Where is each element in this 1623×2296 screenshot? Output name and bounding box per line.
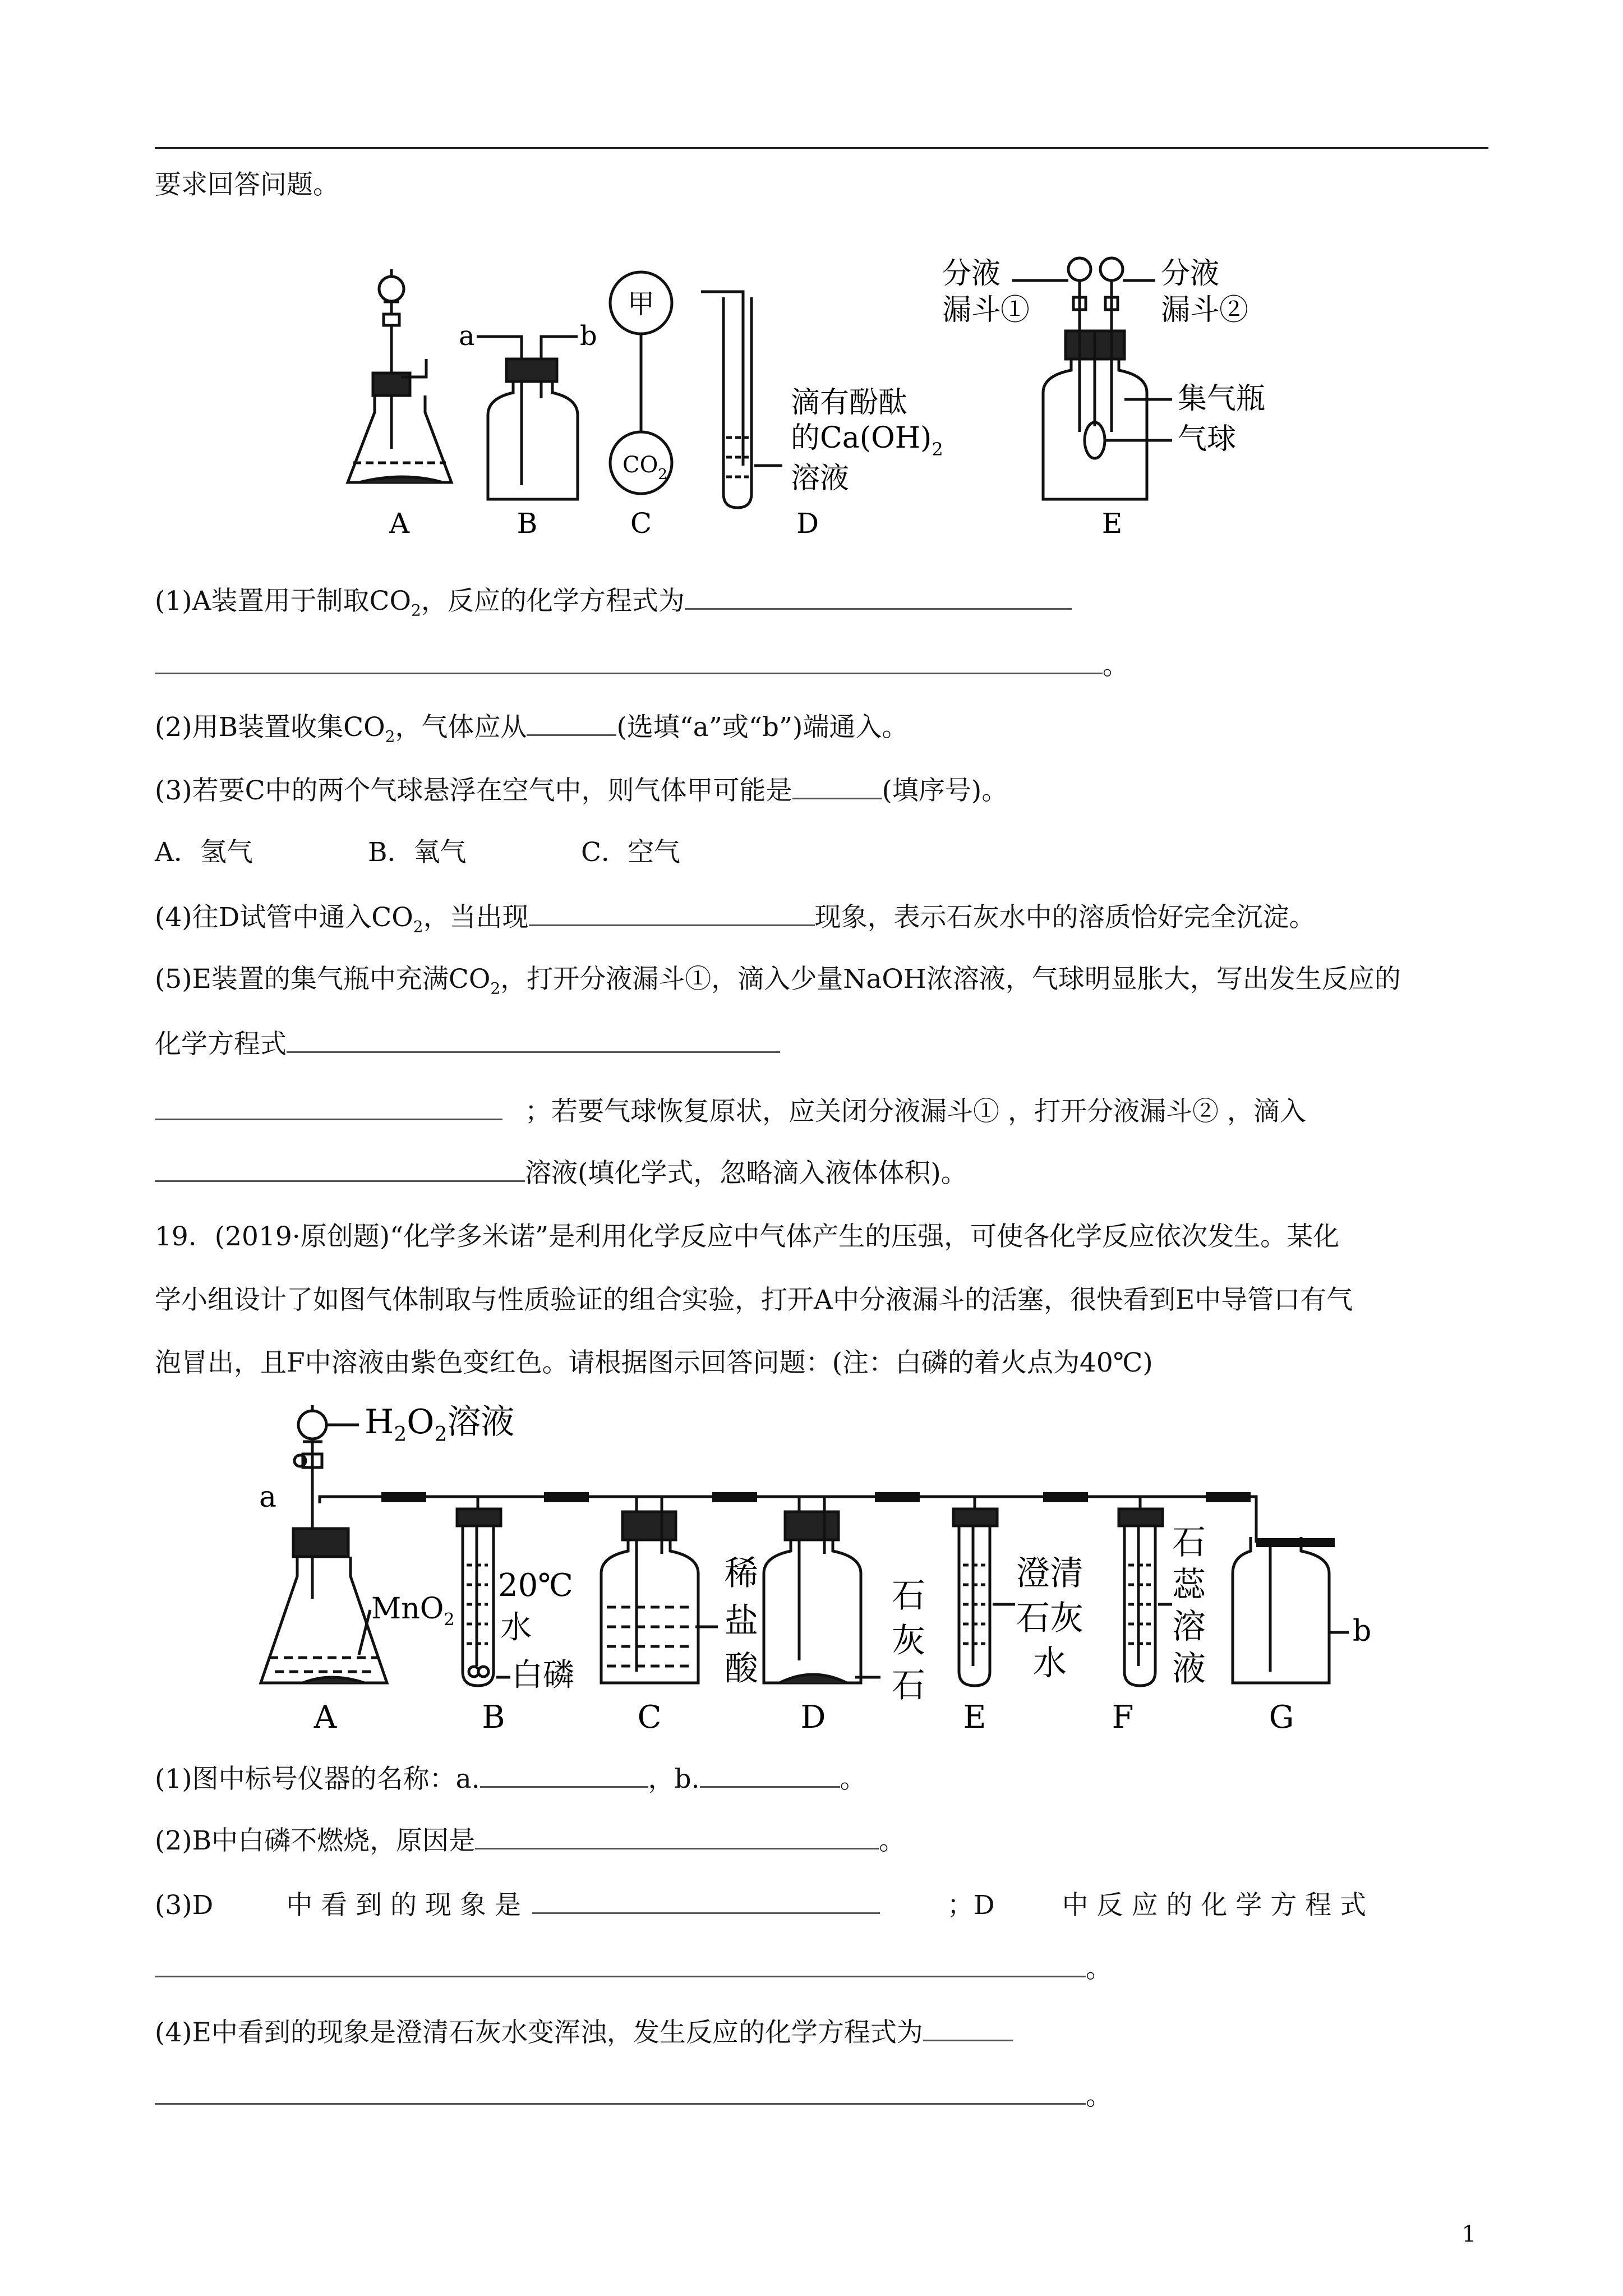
q18-part5: (5)E装置的集气瓶中充满$CO_2$，打开分液漏斗①，滴入少量NaOH浓溶液，气球明显胀大，写出发生反应的 [155,964,1401,998]
option-b: B．氧气 [368,837,467,868]
e-right-label-1: 分液 [1161,257,1220,291]
apparatus-a2 [261,1405,387,1683]
answer-blank[interactable] [155,648,1103,674]
q18-part1: (1)A装置用于制取$CO_2$，反应的化学方程式为 [155,583,1072,627]
b-phosphorus-label: 白磷 [511,1657,574,1694]
answer-blank[interactable] [792,773,882,799]
q19-part3: (3)D 中 看 到 的 现 象 是 ；D 中 反 应 的 化 学 方 程 式 [155,1888,1366,1922]
e-right-label-2: 漏斗② [1161,293,1249,327]
d-stone-1: 石 [892,1576,925,1616]
e-bottle-label: 集气瓶 [1178,382,1266,416]
e-balloon-label: 气球 [1178,422,1237,456]
e-left-label-2: 漏斗① [942,293,1030,327]
answer-blank[interactable] [923,2015,1013,2041]
answer-blank[interactable] [475,1823,879,1849]
page-number: 1 [1461,2221,1476,2247]
q18-part4: (4)往D试管中通入$CO_2$，当出现 现象，表示石灰水中的溶质恰好完全沉淀。 [155,900,1316,944]
apparatus-f2 [1119,1497,1172,1686]
port-a-label: a [459,320,475,352]
balloon-co2-label: $CO_2$ [623,452,667,483]
h2o2-label: $H_2O_2$溶液 [365,1402,515,1446]
option-a: A．氢气 [155,837,253,868]
b-water-label: 水 [500,1609,532,1646]
q19-part4-cont: 。 [155,2078,1112,2113]
f-litmus-1: 石 [1172,1523,1206,1562]
q19-part4: (4)E中看到的现象是澄清石灰水变浑浊，发生反应的化学方程式为 [155,2015,1013,2050]
f-litmus-3: 溶 [1172,1607,1206,1646]
apparatus-e [1012,258,1172,499]
label-b-lower: b [1353,1614,1372,1648]
b-temp-label: 20℃ [498,1567,573,1604]
q18-options [155,836,680,869]
answer-blank[interactable] [685,583,1072,610]
apparatus-e2 [953,1497,1015,1686]
fig1-label-e: E [1101,507,1123,540]
apparatus-c2 [601,1497,718,1683]
answer-blank[interactable] [155,1094,502,1120]
d-note-2: 的$Ca(OH)_2$ [791,421,943,460]
label-a-lower: a [259,1480,277,1514]
answer-blank[interactable] [527,710,616,736]
d-stone-2: 灰 [892,1621,925,1660]
answer-blank[interactable] [480,1761,648,1788]
fig1-label-b: B [517,507,538,540]
q19-part1: (1)图中标号仪器的名称：a. ，b. 。 [155,1761,866,1796]
intro-text: 要求回答问题。 [155,169,339,200]
apparatus-a [348,269,451,482]
c-acid-2: 盐 [725,1602,758,1641]
apparatus-g2 [1233,1537,1349,1683]
q19-line-2: 学小组设计了如图气体制取与性质验证的组合实验，打开A中分液漏斗的活塞，很快看到E中导管口有气 [155,1285,1353,1315]
figure-2-apparatus [0,1391,1623,1750]
e-lime-2: 石灰 [1016,1599,1083,1638]
e-lime-3: 水 [1033,1644,1067,1683]
fig1-label-a: A [389,507,410,540]
answer-blank[interactable] [532,1888,880,1914]
f-litmus-4: 液 [1172,1649,1206,1688]
c-acid-3: 酸 [725,1649,758,1688]
q18-part5-l3: ；若要气球恢复原状，应关闭分液漏斗① ，打开分液漏斗② ，滴入 [155,1094,1306,1129]
apparatus-d2 [764,1497,880,1683]
fig2-label-b: B [482,1699,505,1736]
fig2-label-c: C [637,1699,662,1736]
fig2-label-e: E [963,1699,986,1736]
q18-part2: (2)用B装置收集$CO_2$，气体应从 (选填“a”或“b”)端通入。 [155,710,908,753]
e-lime-1: 澄清 [1016,1554,1083,1593]
fig2-label-d: D [800,1699,826,1736]
answer-blank[interactable] [155,2078,1086,2105]
d-note-3: 溶液 [791,462,850,495]
apparatus-b [477,337,578,499]
c-acid-1: 稀 [725,1554,758,1593]
answer-blank[interactable] [155,1156,525,1182]
fig1-label-d: D [796,507,819,540]
q19-part2: (2)B中白磷不燃烧，原因是 。 [155,1823,905,1858]
q18-part5-l2: 化学方程式 [155,1027,780,1061]
answer-blank[interactable] [529,900,815,926]
f-litmus-2: 蕊 [1172,1565,1206,1604]
fig2-label-a: A [313,1699,337,1736]
fig2-label-g: G [1269,1699,1294,1736]
port-b-label: b [580,320,597,352]
q18-part1-cont: 。 [155,648,1129,683]
fig2-label-f: F [1112,1699,1134,1736]
q19-part3-cont: 。 [155,1951,1112,1986]
answer-blank[interactable] [155,1951,1086,1977]
answer-blank[interactable] [287,1027,780,1053]
mno2-label: MnO$_2$ [371,1592,455,1630]
balloon-jia-label: 甲 [627,288,655,320]
apparatus-d [701,292,782,508]
d-note-1: 滴有酚酞 [791,386,908,420]
q18-part5-l4: 溶液(填化学式，忽略滴入液体体积)。 [155,1156,967,1190]
q19-line-3: 泡冒出，且F中溶液由紫色变红色。请根据图示回答问题：(注：白磷的着火点为40℃) [155,1347,1153,1378]
d-stone-3: 石 [892,1666,925,1705]
q18-part3: (3)若要C中的两个气球悬浮在空气中，则气体甲可能是 (填序号)。 [155,773,1008,808]
q19-line-1: 19．(2019·原创题)“化学多米诺”是利用化学反应中气体产生的压强，可使各化学反应依次发生。某化 [155,1221,1340,1252]
fig1-label-c: C [630,507,652,540]
option-c: C．空气 [581,837,680,868]
figure-1-apparatus [0,0,1623,567]
e-left-label-1: 分液 [942,257,1001,291]
answer-blank[interactable] [700,1761,840,1788]
